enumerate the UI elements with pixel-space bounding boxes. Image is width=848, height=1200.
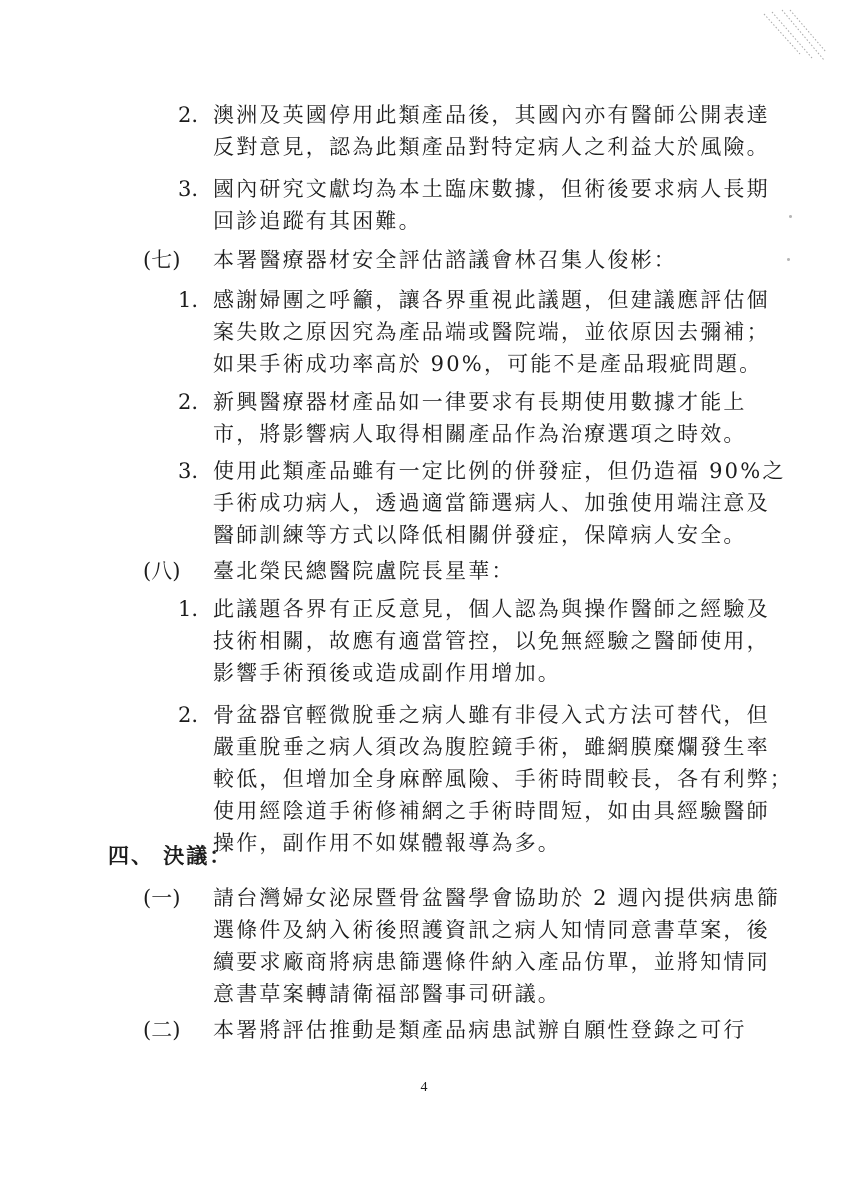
text-line: 影響手術預後或造成副作用增加。: [213, 661, 561, 685]
section-number: (一): [143, 886, 181, 910]
paragraph: [213, 386, 747, 450]
text-line: 使用經陰道手術修補網之手術時間短，如由具經驗醫師: [213, 799, 770, 823]
text-line: 較低，但增加全身麻醉風險、手術時間較長，各有利弊；: [213, 767, 793, 791]
text-line: 回診追蹤有其困難。: [213, 209, 422, 233]
section-number: (七): [143, 248, 181, 272]
paragraph: [213, 1014, 747, 1046]
paragraph: [213, 99, 770, 163]
section-heading: 四、 決議：: [108, 843, 233, 868]
text-line: 新興醫療器材產品如一律要求有長期使用數據才能上: [213, 390, 747, 414]
scan-speck: [789, 215, 792, 218]
paragraph: [213, 284, 770, 380]
text-line: 選條件及納入術後照護資訊之病人知情同意書草案，後: [213, 918, 770, 942]
paragraph: [213, 455, 786, 551]
text-line: 如果手術成功率高於 90%，可能不是產品瑕疵問題。: [213, 352, 763, 376]
text-line: 案失敗之原因究為產品端或醫院端，並依原因去彌補；: [213, 320, 770, 344]
text-line: 感謝婦團之呼籲，讓各界重視此議題，但建議應評估個: [213, 288, 770, 312]
paragraph: [213, 882, 780, 1010]
paragraph: [213, 699, 793, 859]
text-line: 國內研究文獻均為本土臨床數據，但術後要求病人長期: [213, 177, 770, 201]
text-line: 此議題各界有正反意見，個人認為與操作醫師之經驗及: [213, 597, 770, 621]
text-line: 本署醫療器材安全評估諮議會林召集人俊彬：: [213, 248, 677, 272]
section-title: [213, 244, 677, 276]
text-line: 技術相關，故應有適當管控，以免無經驗之醫師使用，: [213, 629, 770, 653]
item-number: 3.: [178, 459, 199, 483]
item-number: 1.: [178, 288, 199, 312]
text-line: 操作，副作用不如媒體報導為多。: [213, 831, 561, 855]
paragraph: [213, 173, 770, 237]
text-line: 醫師訓練等方式以降低相關併發症，保障病人安全。: [213, 523, 747, 547]
text-line: 反對意見，認為此類產品對特定病人之利益大於風險。: [213, 135, 770, 159]
text-line: 臺北榮民總醫院盧院長星華：: [213, 559, 515, 583]
corner-stamp-mark: [760, 8, 830, 80]
text-line: 市，將影響病人取得相關產品作為治療選項之時效。: [213, 422, 747, 446]
text-line: 續要求廠商將病患篩選條件納入產品仿單，並將知情同: [213, 950, 770, 974]
item-number: 3.: [178, 177, 199, 201]
text-line: 請台灣婦女泌尿暨骨盆醫學會協助於 2 週內提供病患篩: [213, 886, 780, 910]
paragraph: [213, 593, 770, 689]
section-title: [213, 555, 515, 587]
section-number: (二): [143, 1018, 181, 1042]
text-line: 嚴重脫垂之病人須改為腹腔鏡手術，雖網膜糜爛發生率: [213, 735, 770, 759]
item-number: 2.: [178, 703, 199, 727]
text-line: 澳洲及英國停用此類產品後，其國內亦有醫師公開表達: [213, 103, 770, 127]
section-number: (八): [143, 559, 181, 583]
text-line: 使用此類產品雖有一定比例的併發症，但仍造福 90%之: [213, 459, 786, 483]
page-number: 4: [420, 1080, 428, 1095]
text-line: 手術成功病人，透過適當篩選病人、加強使用端注意及: [213, 491, 770, 515]
text-line: 骨盆器官輕微脫垂之病人雖有非侵入式方法可替代，但: [213, 703, 770, 727]
text-line: 本署將評估推動是類產品病患試辦自願性登錄之可行: [213, 1018, 747, 1042]
item-number: 2.: [178, 390, 199, 414]
scan-speck: [787, 258, 790, 261]
text-line: 意書草案轉請衛福部醫事司研議。: [213, 982, 561, 1006]
item-number: 2.: [178, 103, 199, 127]
item-number: 1.: [178, 597, 199, 621]
